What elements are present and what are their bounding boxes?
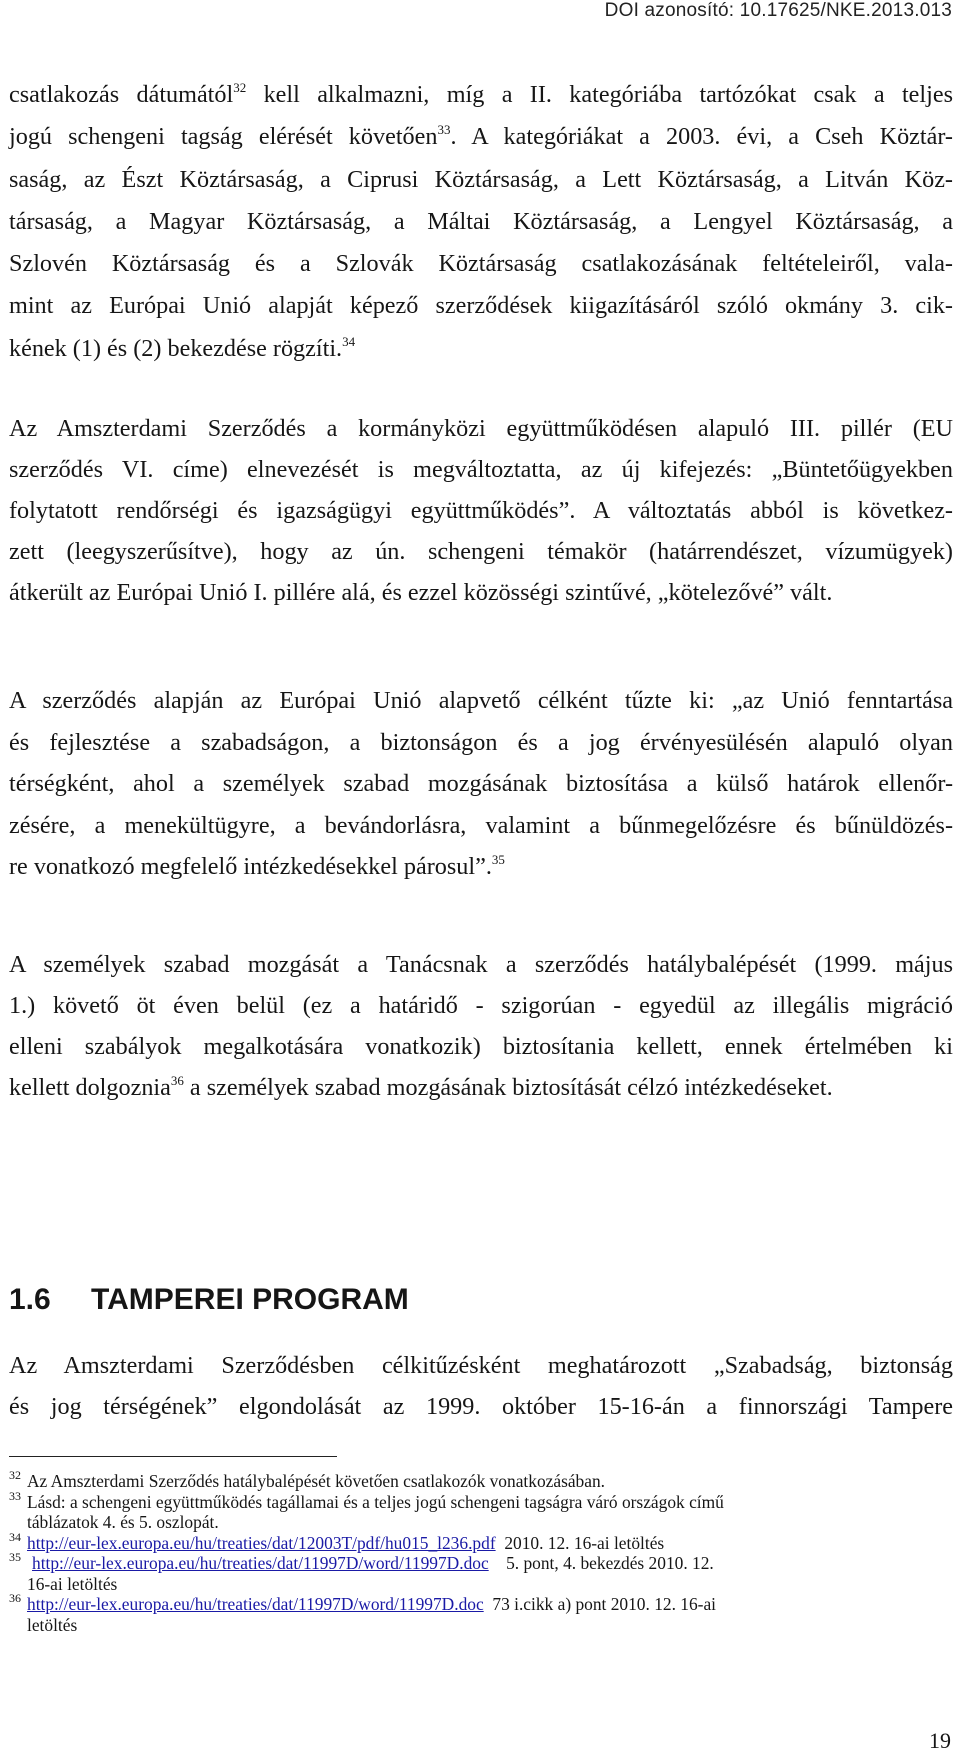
doi-header: DOI azonosító: 10.17625/NKE.2013.013 — [604, 0, 952, 21]
footnote-text-cont: táblázatok 4. és 5. oszlopát. — [27, 1512, 219, 1532]
page-number: 19 — [929, 1728, 951, 1753]
paragraph-5 — [9, 1345, 953, 1427]
section-title: TAMPEREI PROGRAM — [91, 1283, 409, 1316]
footnote-text: 2010. 12. 16-ai letöltés — [504, 1532, 665, 1553]
footnote-number: 33 — [9, 1488, 21, 1503]
p1-line-3: saság, az Észt Köztársaság, a Ciprusi Köztársaság, a Lett Köztársaság, a Litván Köz- — [9, 165, 953, 193]
paragraph-1 — [9, 74, 953, 370]
p4-line-2: 1.) követő öt éven belül (ez a határidő - szigorúan - egyedül az illegális migráció — [9, 992, 953, 1019]
p5-line-2: és jog térségének” elgondolását az 1999. október 15-16-án a finnországi Tampere — [9, 1393, 953, 1420]
footnote-number: 35 — [9, 1550, 21, 1564]
footnote-ref-33[interactable]: 33 — [437, 122, 451, 138]
text: re vonatkozó megfelelő intézkedésekkel párosul”. — [9, 853, 492, 880]
footnote-link[interactable]: http://eur-lex.europa.eu/hu/treaties/dat/11997D/word/11997D.doc — [32, 1553, 489, 1573]
paragraph-4 — [9, 944, 953, 1108]
footnote-number: 36 — [9, 1591, 21, 1605]
footnote-text-cont: letöltés — [27, 1614, 78, 1635]
p1-line-2 — [9, 116, 953, 158]
footnote-35 — [9, 1550, 953, 1594]
footnote-link[interactable]: http://eur-lex.europa.eu/hu/treaties/dat/12003T/pdf/hu015_l236.pdf — [27, 1532, 496, 1553]
p2-line-3: folytatott rendőrségi és igazságügyi együttműködés”. A változtatás abból is következ- — [9, 497, 953, 524]
text: kének (1) és (2) bekezdése rögzíti. — [9, 334, 343, 362]
text: csatlakozás dátumától — [9, 81, 234, 108]
p1-line-4: társaság, a Magyar Köztársaság, a Máltai Köztársaság, a Lengyel Köztársaság, a — [9, 207, 953, 235]
footnote-ref-32[interactable]: 32 — [233, 80, 247, 95]
p3-line-1: A szerződés alapján az Európai Unió alapvető célként tűzte ki: „az Unió fenntartása — [9, 687, 953, 714]
footnote-number: 34 — [9, 1529, 21, 1544]
footnote-ref-34[interactable]: 34 — [342, 333, 356, 349]
footnote-32 — [9, 1468, 953, 1492]
text: kell alkalmazni, míg a II. kategóriába tartózókat csak a teljes — [246, 81, 953, 108]
footnote-text: Lásd: a schengeni együttműködés tagállamai és a teljes jogú schengeni tagságra váró országok című — [27, 1491, 724, 1512]
p5-line-1: Az Amszterdami Szerződésben célkitűzésként meghatározott „Szabadság, biztonság — [9, 1352, 953, 1379]
footnote-text: 73 i.cikk a) pont 2010. 12. 16-ai — [492, 1594, 717, 1614]
footnote-number: 32 — [9, 1468, 21, 1482]
p3-line-4: zésére, a menekültügyre, a bevándorlásra, valamint a bűnmegelőzésre és bűnüldözés- — [9, 811, 953, 839]
p3-line-2: és fejlesztése a szabadságon, a biztonságon és a jog érvényesülésén alapuló olyan — [9, 728, 953, 756]
text: jogú schengeni tagság elérését követően — [9, 123, 438, 151]
p1-line-1 — [9, 74, 953, 116]
p4-line-1: A személyek szabad mozgását a Tanácsnak a szerződés hatálybalépését (1999. május — [9, 951, 953, 978]
footnote-34 — [9, 1529, 953, 1554]
footnote-33 — [9, 1488, 953, 1533]
p2-line-1: Az Amszterdami Szerződés a kormányközi együttműködésen alapuló III. pillér (EU — [9, 415, 953, 442]
section-number: 1.6 — [9, 1283, 51, 1316]
footnote-text-cont: 16-ai letöltés — [27, 1573, 118, 1594]
footnote-ref-36[interactable]: 36 — [170, 1073, 184, 1088]
paragraph-3 — [9, 680, 953, 888]
p4-line-4 — [9, 1067, 953, 1108]
footnote-36 — [9, 1591, 953, 1635]
text: a személyek szabad mozgásának biztosítását célzó intézkedéseket. — [183, 1074, 833, 1101]
p2-line-5: átkerült az Európai Unió I. pillére alá, és ezzel közösségi szintűvé, „kötelezővé” vált. — [9, 579, 833, 606]
p3-line-5 — [9, 846, 953, 888]
footnotes — [9, 1468, 953, 1635]
footnote-text: 5. pont, 4. bekezdés 2010. 12. — [506, 1553, 714, 1573]
p2-line-2: szerződés VI. címe) elnevezését is megváltoztatta, az új kifejezés: „Büntetőügyekben — [9, 456, 953, 483]
p1-line-7 — [9, 328, 953, 370]
footnote-link[interactable]: http://eur-lex.europa.eu/hu/treaties/dat/11997D/word/11997D.doc — [27, 1594, 484, 1614]
text: kellett dolgoznia — [9, 1074, 171, 1101]
p1-line-6: mint az Európai Unió alapját képező szerződések kiigazításáról szóló okmány 3. cik- — [9, 292, 953, 320]
footnote-text: Az Amszterdami Szerződés hatálybalépését követően csatlakozók vonatkozásában. — [27, 1471, 606, 1491]
p3-line-3: térségként, ahol a személyek szabad mozgásának biztosítása a külső határok ellenőr- — [9, 770, 953, 797]
p1-line-5: Szlovén Köztársaság és a Szlovák Köztársaság csatlakozásának feltételeiről, vala- — [9, 250, 953, 278]
footnote-ref-35[interactable]: 35 — [491, 852, 505, 867]
paragraph-2 — [9, 408, 953, 613]
text: . A kategóriákat a 2003. évi, a Cseh Köztár- — [450, 123, 953, 151]
section-heading — [9, 1283, 409, 1317]
footnote-separator — [9, 1456, 337, 1457]
p2-line-4: zett (leegyszerűsítve), hogy az ún. schengeni témakör (határrendészet, vízumügyek) — [9, 538, 953, 565]
p4-line-3: elleni szabályok megalkotására vonatkozik) biztosítania kellett, ennek értelmében ki — [9, 1033, 953, 1060]
